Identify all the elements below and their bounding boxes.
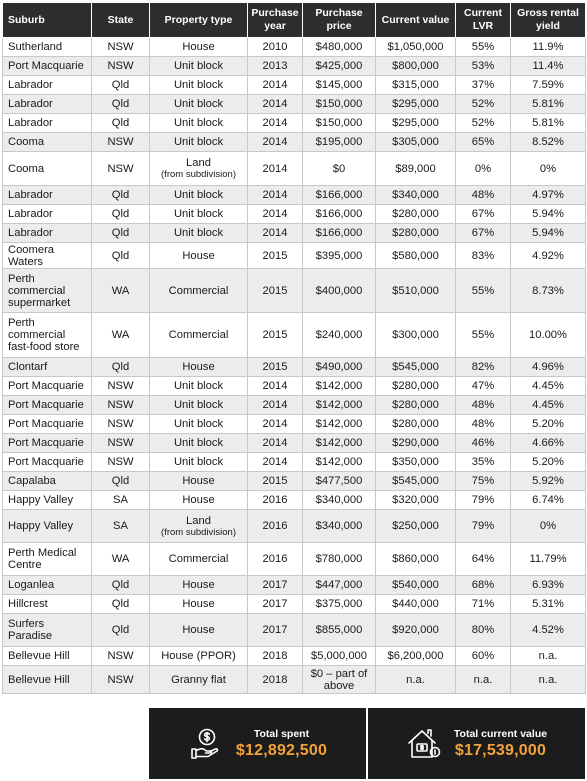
cell-state: NSW [92,666,150,694]
cell-suburb: Capalaba [3,472,92,491]
property-type-main: Land [186,157,211,169]
cell-current-lvr: 68% [456,576,511,595]
cell-current-value: $315,000 [376,76,456,95]
cell-purchase-price: $5,000,000 [303,647,376,666]
cell-suburb: Happy Valley [3,510,92,543]
cell-current-lvr: 37% [456,76,511,95]
cell-current-lvr: 35% [456,453,511,472]
header-gross-rental-yield: Gross rental yield [511,3,586,38]
cell-purchase-year: 2015 [248,472,303,491]
cell-gross-rental-yield: 4.52% [511,614,586,647]
cell-purchase-price: $166,000 [303,205,376,224]
cell-purchase-price: $166,000 [303,186,376,205]
cell-purchase-price: $195,000 [303,133,376,152]
cell-gross-rental-yield: 5.81% [511,95,586,114]
cell-purchase-price: $340,000 [303,510,376,543]
cell-current-value: $860,000 [376,543,456,576]
cell-purchase-year: 2015 [248,358,303,377]
cell-state: NSW [92,57,150,76]
cell-current-value: $6,200,000 [376,647,456,666]
header-row [3,3,586,38]
cell-suburb: Labrador [3,114,92,133]
table-row [3,415,586,434]
cell-purchase-year: 2016 [248,543,303,576]
property-type-note: (from subdivision) [161,526,236,538]
cell-gross-rental-yield: 0% [511,510,586,543]
cell-suburb: Labrador [3,95,92,114]
cell-purchase-year: 2014 [248,152,303,186]
property-type-note: (from subdivision) [161,169,236,180]
cell-current-value: n.a. [376,666,456,694]
cell-state: Qld [92,95,150,114]
cell-purchase-price: $142,000 [303,396,376,415]
cell-property-type: Unit block [150,95,248,114]
table-row [3,152,586,186]
cell-purchase-price: $425,000 [303,57,376,76]
cell-current-lvr: 55% [456,313,511,358]
cell-gross-rental-yield: 5.81% [511,114,586,133]
cell-purchase-price: $150,000 [303,114,376,133]
cell-gross-rental-yield: 6.93% [511,576,586,595]
cell-property-type: House [150,243,248,269]
table-row [3,224,586,243]
cell-current-lvr: 80% [456,614,511,647]
cell-suburb: Port Macquarie [3,415,92,434]
cell-current-lvr: 55% [456,38,511,57]
cell-suburb: Port Macquarie [3,377,92,396]
table-row [3,38,586,57]
cell-current-lvr: 46% [456,434,511,453]
cell-purchase-year: 2017 [248,614,303,647]
cell-purchase-year: 2015 [248,243,303,269]
cell-purchase-price: $150,000 [303,95,376,114]
cell-current-lvr: 52% [456,114,511,133]
table-row [3,95,586,114]
cell-current-value: $250,000 [376,510,456,543]
table-body [3,38,586,694]
cell-property-type: Unit block [150,186,248,205]
header-state: State [92,3,150,38]
cell-property-type [150,152,248,186]
table-row [3,57,586,76]
cell-current-value: $280,000 [376,396,456,415]
cell-property-type: House [150,576,248,595]
cell-suburb: Clontarf [3,358,92,377]
cell-purchase-year: 2016 [248,510,303,543]
cell-gross-rental-yield: 6.74% [511,491,586,510]
cell-suburb: Bellevue Hill [3,647,92,666]
cell-purchase-price: $240,000 [303,313,376,358]
header-purchase-year: Purchase year [248,3,303,38]
cell-suburb: Labrador [3,224,92,243]
cell-purchase-price: $166,000 [303,224,376,243]
cell-current-value: $1,050,000 [376,38,456,57]
cell-purchase-year: 2014 [248,434,303,453]
table-row [3,543,586,576]
table-row [3,205,586,224]
cell-state: WA [92,543,150,576]
table-row [3,576,586,595]
total-current-value-amount: $17,539,000 [454,741,547,759]
table-row [3,666,586,694]
cell-property-type: House [150,358,248,377]
cell-property-type: Unit block [150,133,248,152]
cell-state: Qld [92,358,150,377]
cell-state: Qld [92,576,150,595]
cell-current-value: $280,000 [376,205,456,224]
cell-property-type: Unit block [150,396,248,415]
cell-current-lvr: 60% [456,647,511,666]
table-row [3,396,586,415]
cell-property-type: Unit block [150,415,248,434]
cell-purchase-price: $375,000 [303,595,376,614]
cell-purchase-price: $855,000 [303,614,376,647]
cell-current-lvr: 0% [456,152,511,186]
cell-current-value: $800,000 [376,57,456,76]
cell-property-type: Unit block [150,377,248,396]
cell-current-lvr: 71% [456,595,511,614]
cell-current-lvr: 82% [456,358,511,377]
cell-state: WA [92,313,150,358]
cell-purchase-year: 2014 [248,205,303,224]
cell-current-lvr: 83% [456,243,511,269]
cell-suburb: Labrador [3,186,92,205]
cell-current-lvr: 79% [456,491,511,510]
cell-purchase-year: 2014 [248,224,303,243]
cell-purchase-price: $780,000 [303,543,376,576]
cell-gross-rental-yield: 5.31% [511,595,586,614]
cell-state: NSW [92,453,150,472]
cell-suburb: Bellevue Hill [3,666,92,694]
header-property-type: Property type [150,3,248,38]
cell-gross-rental-yield: n.a. [511,666,586,694]
property-type-main: Land [186,514,211,527]
cell-purchase-price: $395,000 [303,243,376,269]
cell-gross-rental-yield: 5.94% [511,205,586,224]
cell-suburb: Port Macquarie [3,434,92,453]
cell-gross-rental-yield: 4.96% [511,358,586,377]
cell-suburb: Loganlea [3,576,92,595]
cell-suburb: Perth commercial fast-food store [3,313,92,358]
cell-gross-rental-yield: 5.92% [511,472,586,491]
cell-gross-rental-yield: n.a. [511,647,586,666]
cell-current-lvr: 79% [456,510,511,543]
header-purchase-price: Purchase price [303,3,376,38]
cell-purchase-year: 2016 [248,491,303,510]
header-current-lvr: Current LVR [456,3,511,38]
cell-property-type: Unit block [150,453,248,472]
cell-property-type: Granny flat [150,666,248,694]
table-row [3,313,586,358]
table-row [3,76,586,95]
cell-suburb: Coomera Waters [3,243,92,269]
cell-state: Qld [92,614,150,647]
cell-suburb: Labrador [3,76,92,95]
cell-suburb: Hillcrest [3,595,92,614]
cell-purchase-price: $142,000 [303,415,376,434]
cell-current-value: $320,000 [376,491,456,510]
table-row [3,269,586,313]
cell-property-type: Unit block [150,434,248,453]
cell-state: Qld [92,186,150,205]
total-current-value-label: Total current value [453,727,548,740]
table-row [3,614,586,647]
cell-purchase-year: 2015 [248,313,303,358]
house-money-icon [406,726,442,762]
cell-property-type: Unit block [150,57,248,76]
cell-current-value: $280,000 [376,224,456,243]
cell-gross-rental-yield: 5.20% [511,415,586,434]
cell-current-lvr: 52% [456,95,511,114]
cell-state: NSW [92,434,150,453]
cell-gross-rental-yield: 4.97% [511,186,586,205]
total-spent-label: Total spent [253,727,310,740]
cell-suburb: Happy Valley [3,491,92,510]
cell-state: SA [92,491,150,510]
cell-current-value: $295,000 [376,95,456,114]
cell-purchase-price: $480,000 [303,38,376,57]
cell-gross-rental-yield: 4.92% [511,243,586,269]
table-row [3,491,586,510]
cell-state: NSW [92,377,150,396]
cell-suburb: Cooma [3,133,92,152]
cell-gross-rental-yield: 0% [511,152,586,186]
cell-state: Qld [92,595,150,614]
cell-purchase-price: $447,000 [303,576,376,595]
total-spent-value: $12,892,500 [235,741,328,759]
total-current-value-panel [366,708,585,779]
cell-current-value: $545,000 [376,472,456,491]
cell-suburb: Sutherland [3,38,92,57]
cell-current-lvr: 48% [456,186,511,205]
cell-property-type: Unit block [150,76,248,95]
cell-suburb: Port Macquarie [3,453,92,472]
cell-current-value: $580,000 [376,243,456,269]
cell-current-value: $510,000 [376,269,456,313]
cell-state: NSW [92,396,150,415]
cell-current-value: $920,000 [376,614,456,647]
cell-suburb: Perth Medical Centre [3,543,92,576]
cell-gross-rental-yield: 4.45% [511,377,586,396]
cell-property-type: Commercial [150,269,248,313]
cell-purchase-year: 2017 [248,576,303,595]
cell-current-value: $350,000 [376,453,456,472]
cell-state: NSW [92,133,150,152]
cell-current-value: $280,000 [376,415,456,434]
cell-current-value: $305,000 [376,133,456,152]
cell-purchase-year: 2014 [248,415,303,434]
cell-current-lvr: 53% [456,57,511,76]
cell-current-value: $290,000 [376,434,456,453]
cell-current-value: $89,000 [376,152,456,186]
cell-gross-rental-yield: 11.4% [511,57,586,76]
cell-state: NSW [92,38,150,57]
cell-state: SA [92,510,150,543]
cell-purchase-price: $0 [303,152,376,186]
cell-suburb: Surfers Paradise [3,614,92,647]
cell-purchase-year: 2018 [248,666,303,694]
cell-state: NSW [92,647,150,666]
cell-current-lvr: 48% [456,396,511,415]
table-row [3,472,586,491]
cell-purchase-price: $145,000 [303,76,376,95]
cell-current-value: $340,000 [376,186,456,205]
cell-purchase-year: 2014 [248,453,303,472]
cell-purchase-year: 2014 [248,377,303,396]
cell-purchase-year: 2017 [248,595,303,614]
cell-gross-rental-yield: 7.59% [511,76,586,95]
cell-purchase-price: $0 – part of above [303,666,376,694]
table-row [3,453,586,472]
cell-current-value: $540,000 [376,576,456,595]
cell-current-value: $545,000 [376,358,456,377]
cell-state: Qld [92,224,150,243]
cell-suburb: Cooma [3,152,92,186]
cell-current-value: $440,000 [376,595,456,614]
cell-gross-rental-yield: 4.66% [511,434,586,453]
cell-purchase-year: 2014 [248,186,303,205]
cell-state: Qld [92,76,150,95]
table-row [3,595,586,614]
hand-money-icon [188,726,224,762]
cell-gross-rental-yield: 8.73% [511,269,586,313]
cell-property-type: Commercial [150,313,248,358]
cell-state: NSW [92,415,150,434]
cell-property-type: House [150,491,248,510]
table-row [3,186,586,205]
cell-purchase-price: $142,000 [303,377,376,396]
cell-purchase-price: $477,500 [303,472,376,491]
cell-state: Qld [92,243,150,269]
cell-purchase-price: $400,000 [303,269,376,313]
cell-state: WA [92,269,150,313]
cell-property-type [150,510,248,543]
cell-current-lvr: 64% [456,543,511,576]
cell-purchase-year: 2014 [248,396,303,415]
table-row [3,510,586,543]
totals-footer [149,708,585,779]
header-suburb: Suburb [3,3,92,38]
cell-purchase-year: 2018 [248,647,303,666]
cell-property-type: Unit block [150,114,248,133]
cell-property-type: Commercial [150,543,248,576]
cell-property-type: Unit block [150,224,248,243]
cell-property-type: House [150,472,248,491]
cell-current-lvr: n.a. [456,666,511,694]
cell-purchase-year: 2014 [248,95,303,114]
cell-current-value: $280,000 [376,377,456,396]
cell-gross-rental-yield: 4.45% [511,396,586,415]
cell-purchase-price: $142,000 [303,434,376,453]
cell-suburb: Labrador [3,205,92,224]
cell-gross-rental-yield: 11.79% [511,543,586,576]
cell-suburb: Port Macquarie [3,396,92,415]
cell-state: Qld [92,114,150,133]
cell-gross-rental-yield: 5.20% [511,453,586,472]
cell-current-value: $295,000 [376,114,456,133]
property-portfolio-table [2,2,586,694]
cell-property-type: House [150,595,248,614]
cell-gross-rental-yield: 11.9% [511,38,586,57]
cell-suburb: Port Macquarie [3,57,92,76]
table-row [3,377,586,396]
cell-purchase-year: 2015 [248,269,303,313]
table-row [3,133,586,152]
cell-current-lvr: 67% [456,224,511,243]
cell-purchase-price: $142,000 [303,453,376,472]
total-spent-panel [149,708,366,779]
cell-purchase-year: 2013 [248,57,303,76]
cell-purchase-year: 2014 [248,133,303,152]
cell-purchase-year: 2014 [248,76,303,95]
cell-state: Qld [92,205,150,224]
cell-property-type: Unit block [150,205,248,224]
cell-property-type: House [150,614,248,647]
table-row [3,114,586,133]
cell-current-lvr: 55% [456,269,511,313]
cell-purchase-year: 2014 [248,114,303,133]
cell-property-type: House (PPOR) [150,647,248,666]
table-row [3,358,586,377]
cell-purchase-price: $340,000 [303,491,376,510]
cell-suburb: Perth commercial supermarket [3,269,92,313]
cell-purchase-year: 2010 [248,38,303,57]
cell-current-lvr: 48% [456,415,511,434]
cell-current-lvr: 65% [456,133,511,152]
cell-current-value: $300,000 [376,313,456,358]
cell-current-lvr: 75% [456,472,511,491]
cell-gross-rental-yield: 8.52% [511,133,586,152]
cell-state: Qld [92,472,150,491]
cell-gross-rental-yield: 5.94% [511,224,586,243]
table-row [3,243,586,269]
table-row [3,434,586,453]
cell-purchase-price: $490,000 [303,358,376,377]
cell-gross-rental-yield: 10.00% [511,313,586,358]
cell-property-type: House [150,38,248,57]
cell-current-lvr: 47% [456,377,511,396]
cell-current-lvr: 67% [456,205,511,224]
table-row [3,647,586,666]
header-current-value: Current value [376,3,456,38]
cell-state: NSW [92,152,150,186]
